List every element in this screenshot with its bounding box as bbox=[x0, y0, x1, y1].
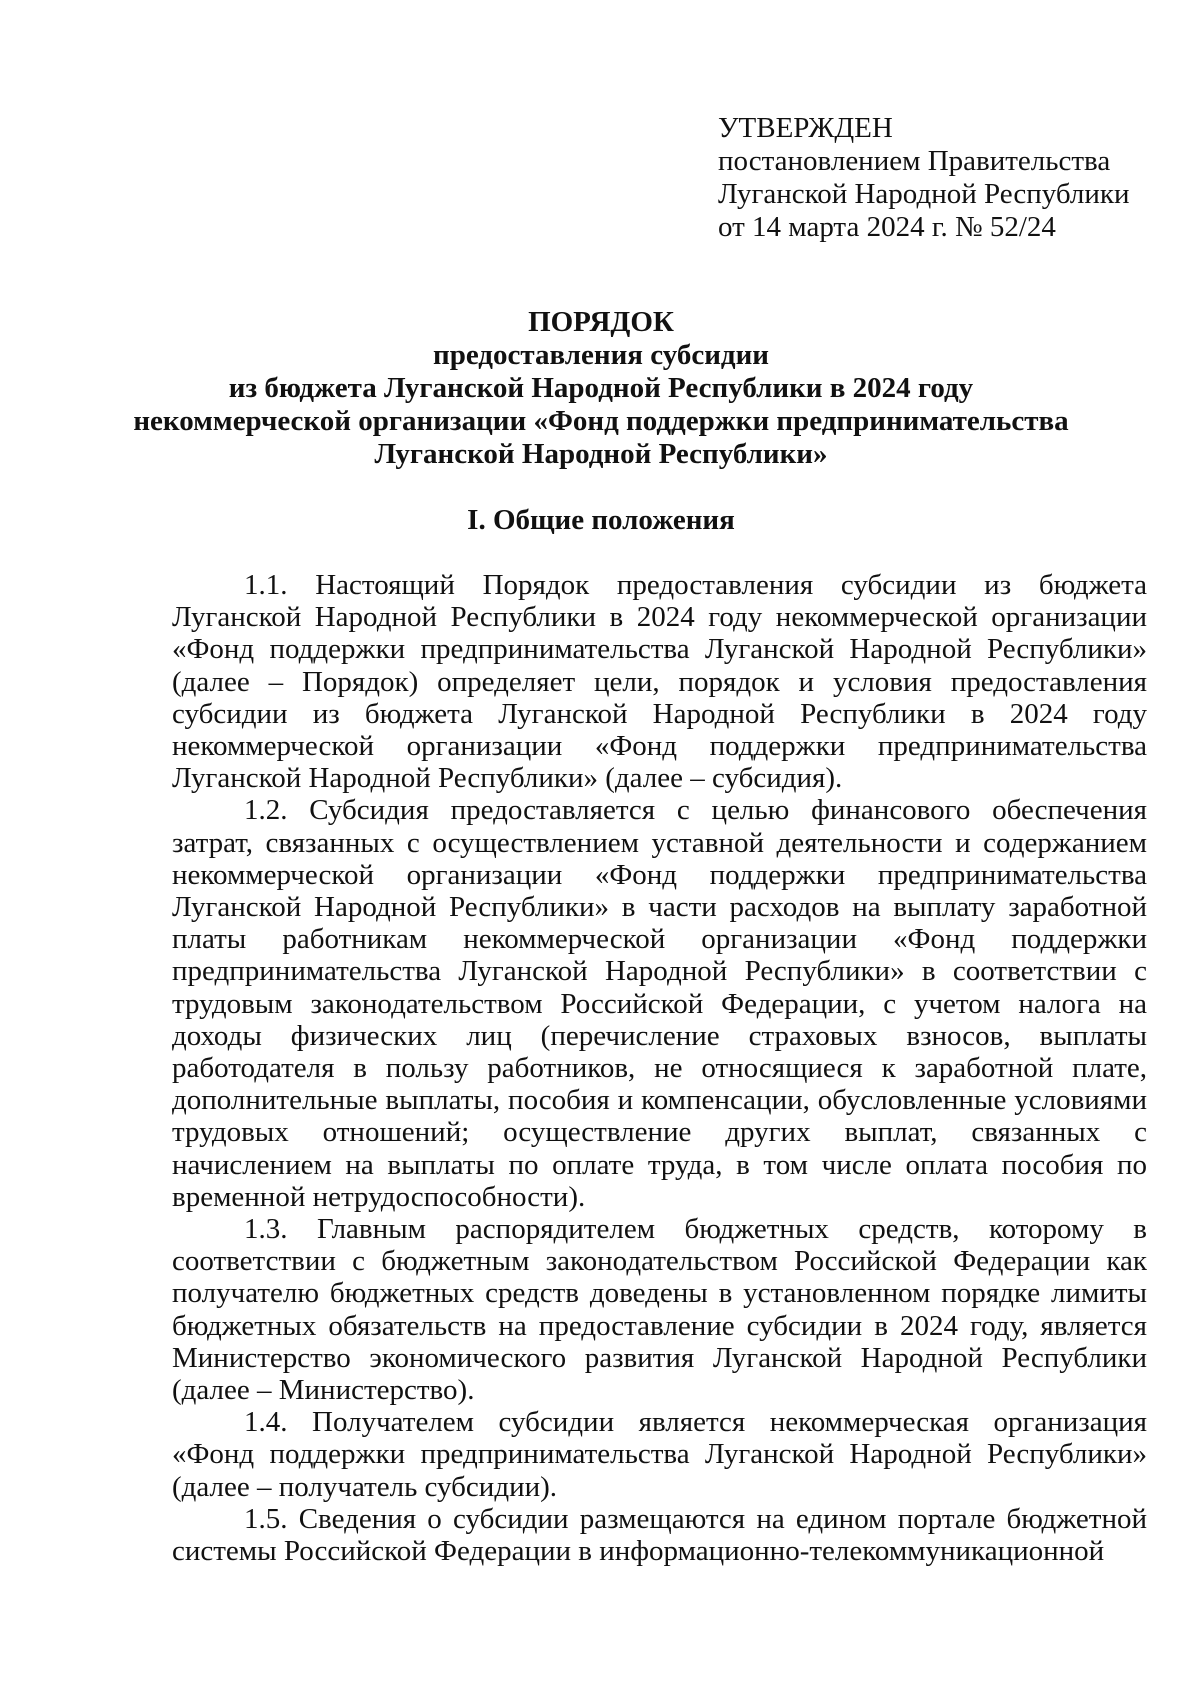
document-title bbox=[120, 306, 1082, 471]
paragraph-1-4: 1.4. Получателем субсидии является некоммерческая организация «Фонд поддержки предпринимательства Луганской Народной Республики» (далее – получатель субсидии). bbox=[172, 1406, 1147, 1503]
title-line-2: предоставления субсидии bbox=[432, 339, 770, 371]
document-body bbox=[172, 569, 1147, 1567]
approval-region: Луганской Народной Республики bbox=[718, 178, 1130, 210]
title-line-5: Луганской Народной Республики» bbox=[374, 438, 828, 470]
paragraph-1-2: 1.2. Субсидия предоставляется с целью финансового обеспечения затрат, связанных с осуществлением уставной деятельности и содержанием некоммерческой организации «Фонд поддержки предпринимательства Луганской Народной Республики» в части расходов на выплату заработной платы работникам некоммерческой организации «Фонд поддержки предпринимательства Луганской Народной Республики» в соответствии с трудовым законодательством Российской Федерации, с учетом налога на доходы физических лиц (перечисление страховых взносов, выплаты работодателя в пользу работников, не относящиеся к заработной плате, дополнительные выплаты, пособия и компенсации, обусловленные условиями трудовых отношений; осуществление других выплат, связанных с начислением на выплаты по оплате труда, в том числе оплата пособия по временной нетрудоспособности). bbox=[172, 794, 1147, 1213]
approval-date-number: от 14 марта 2024 г. № 52/24 bbox=[718, 211, 1056, 243]
approval-heading: УТВЕРЖДЕН bbox=[718, 112, 893, 144]
approval-authority: постановлением Правительства bbox=[718, 145, 1111, 177]
approval-stamp bbox=[718, 112, 1130, 244]
title-line-3: из бюджета Луганской Народной Республики в 2024 году bbox=[228, 372, 974, 404]
paragraph-1-5: 1.5. Сведения о субсидии размещаются на едином портале бюджетной системы Российской Федерации в информационно-телекоммуникационной bbox=[172, 1502, 1147, 1568]
paragraph-1-1: 1.1. Настоящий Порядок предоставления субсидии из бюджета Луганской Народной Республики в 2024 году некоммерческой организации «Фонд поддержки предпринимательства Луганской Народной Республики» (далее – Порядок) определяет цели, порядок и условия предоставления субсидии из бюджета Луганской Народной Республики в 2024 году некоммерческой организации «Фонд поддержки предпринимательства Луганской Народной Республики» (далее – субсидия). bbox=[172, 569, 1147, 795]
title-line-4: некоммерческой организации «Фонд поддержки предпринимательства bbox=[133, 405, 1069, 437]
title-line-1: ПОРЯДОК bbox=[528, 306, 674, 338]
paragraph-1-3: 1.3. Главным распорядителем бюджетных средств, которому в соответствии с бюджетным законодательством Российской Федерации как получателю бюджетных средств доведены в установленном порядке лимиты бюджетных обязательств на предоставление субсидии в 2024 году, является Министерство экономического развития Луганской Народной Республики (далее – Министерство). bbox=[172, 1213, 1147, 1407]
section-heading: I. Общие положения bbox=[467, 504, 735, 536]
